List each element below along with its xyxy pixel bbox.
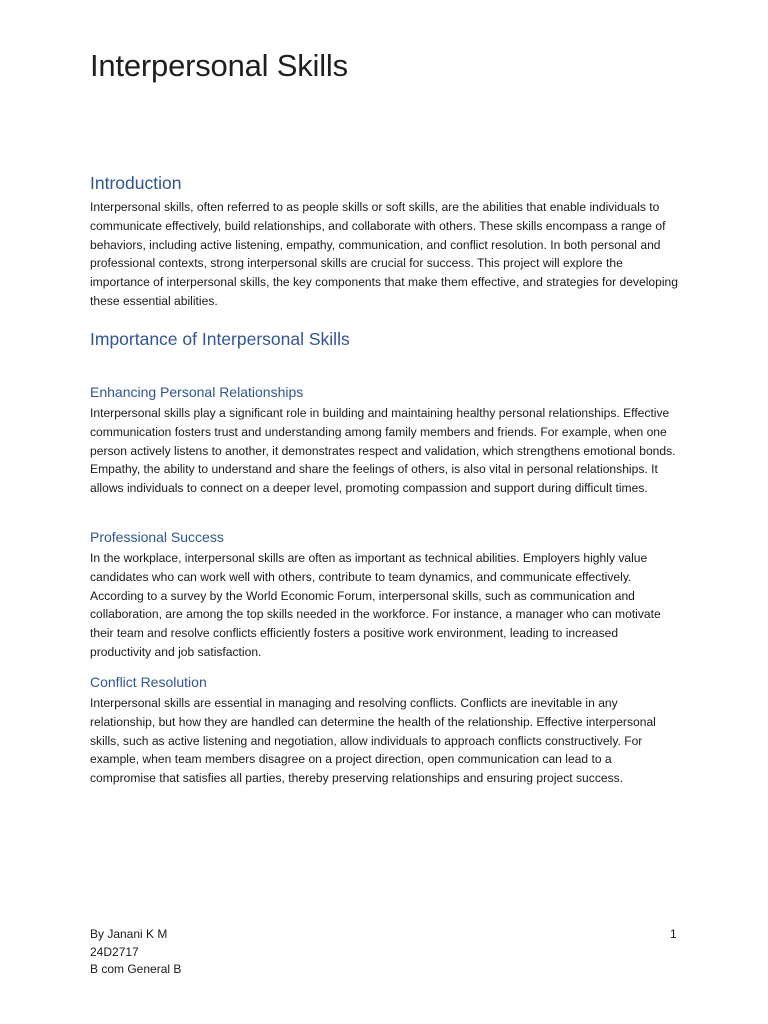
- introduction-paragraph: Interpersonal skills, often referred to as people skills or soft skills, are the abilities that enable individuals to communicate effectively, build relationships, and collaborate with others. These skills encompass a range of behaviors, including active listening, empathy, communication, and conflict resolution. In both personal and professional contexts, strong interpersonal skills are crucial for success. This project will explore the importance of interpersonal skills, the key components that make them effective, and strategies for developing these essential abilities.: [90, 200, 678, 308]
- importance-heading: Importance of Interpersonal Skills: [90, 329, 350, 349]
- personal-relationships-heading: Enhancing Personal Relationships: [90, 384, 304, 400]
- footer-author: By Janani K M: [90, 927, 168, 941]
- footer-author-block: [90, 926, 181, 979]
- professional-success-heading: Professional Success: [90, 529, 224, 545]
- footer-id: 24D2717: [90, 944, 139, 959]
- introduction-heading: Introduction: [90, 173, 182, 193]
- footer-course: B com General B: [90, 962, 182, 976]
- personal-relationships-paragraph: Interpersonal skills play a significant role in building and maintaining healthy personal relationships. Effective communication fosters trust and understanding among family members and friends. For example, when one person actively listens to another, it demonstrates respect and validation, which strengthens emotional bonds. Empathy, the ability to understand and share the feelings of others, is also vital in personal relationships. It allows individuals to connect on a deeper level, promoting compassion and support during difficult times.: [90, 406, 676, 495]
- page-number: 1: [670, 927, 677, 941]
- conflict-resolution-paragraph: Interpersonal skills are essential in managing and resolving conflicts. Conflicts are inevitable in any relationship, but how they are handled can determine the health of the relationship. Effective interpersonal skills, such as active listening and negotiation, allow individuals to approach conflicts constructively. For example, when team members disagree on a project direction, open communication can lead to a compromise that satisfies all parties, thereby preserving relationships and ensuring project success.: [90, 696, 656, 785]
- conflict-resolution-heading: Conflict Resolution: [90, 674, 207, 690]
- professional-success-paragraph: In the workplace, interpersonal skills are often as important as technical abilities. Employers highly value candidates who can work well with others, contribute to team dynamics, and communicate effectively. According to a survey by the World Economic Forum, interpersonal skills, such as communication and collaboration, are among the top skills needed in the workforce. For instance, a manager who can motivate their team and resolve conflicts efficiently fosters a positive work environment, leading to increased productivity and job satisfaction.: [90, 551, 661, 659]
- document-title: Interpersonal Skills: [90, 48, 348, 83]
